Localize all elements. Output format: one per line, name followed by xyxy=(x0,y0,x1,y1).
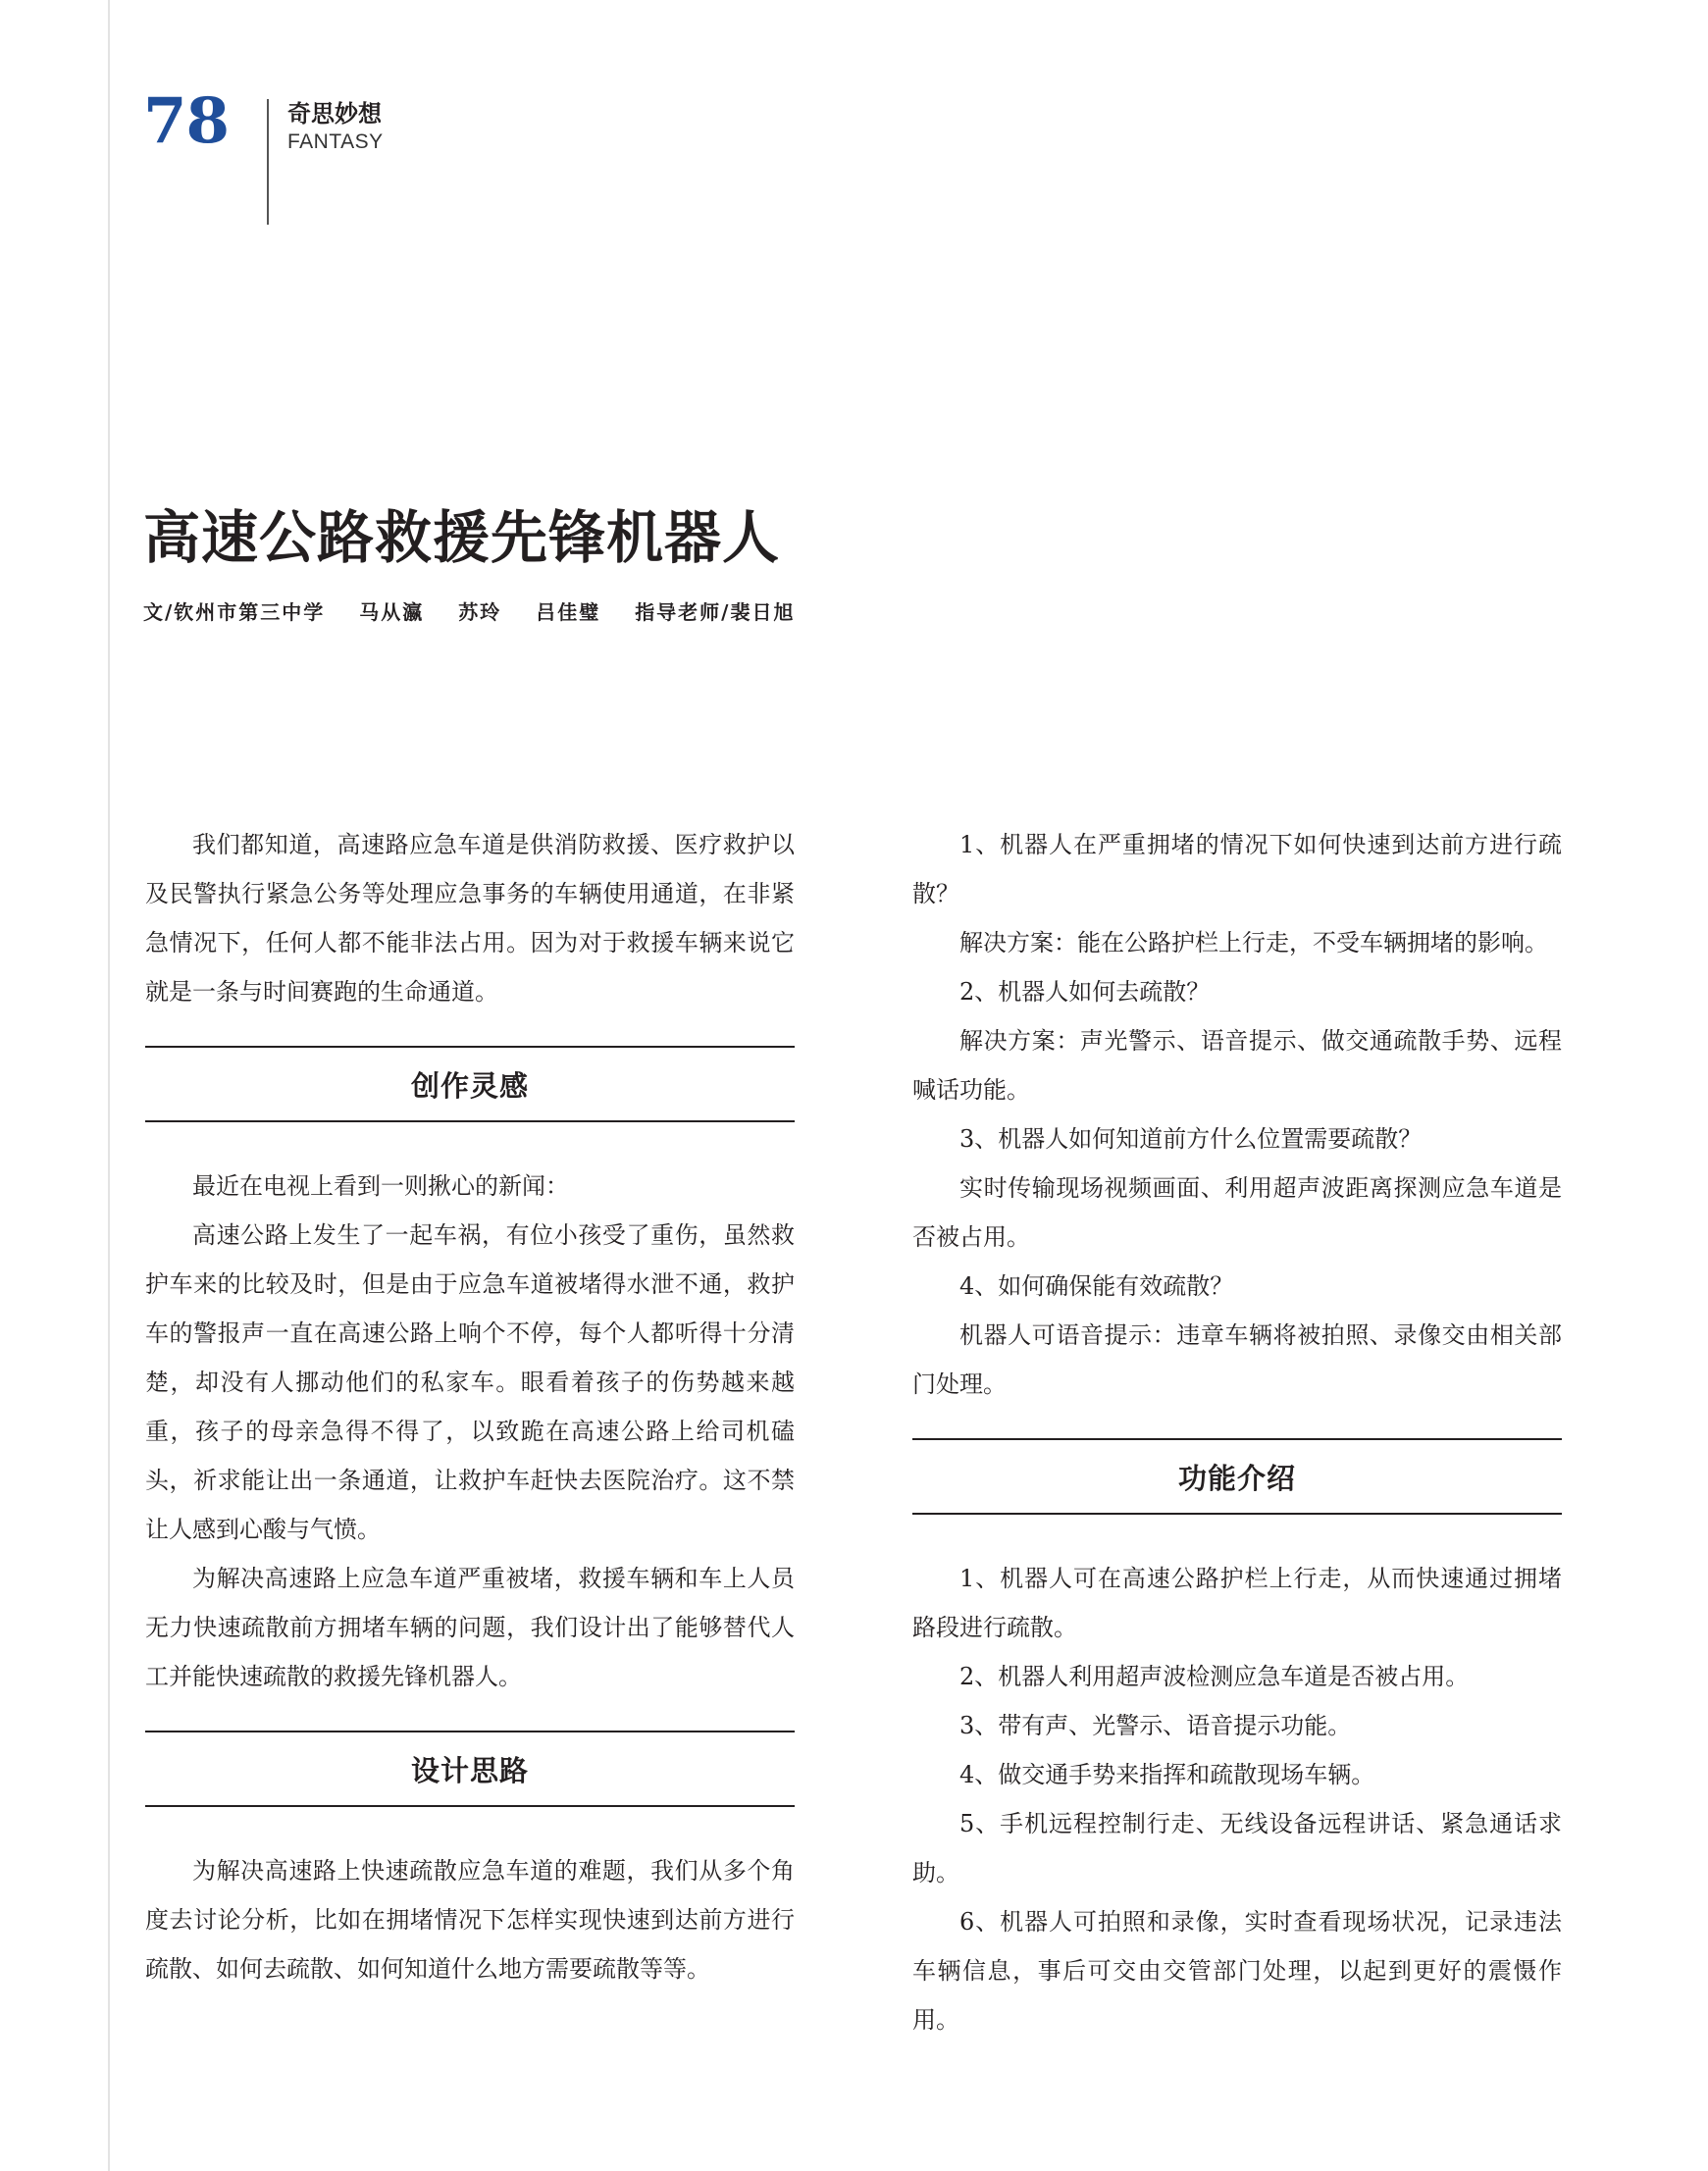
qa-answer-3: 实时传输现场视频画面、利用超声波距离探测应急车道是否被占用。 xyxy=(912,1174,1562,1251)
page-margin-rule xyxy=(108,0,110,2171)
inspiration-paragraph-2: 高速公路上发生了一起车祸，有位小孩受了重伤，虽然救护车来的比较及时，但是由于应急车道被堵得水泄不通，救护车的警报声一直在高速公路上响个不停，每个人都听得十分清楚，却没有人挪动他们的私家车。眼看着孩子的伤势越来越重，孩子的母亲急得不得了，以致跪在高速公路上给司机磕头，祈求能让出一条通道，让救护车赶快去医院治疗。这不禁让人感到心酸与气愤。 xyxy=(145,1221,795,1543)
section-label-en: FANTASY xyxy=(287,130,384,153)
inspiration-paragraph-1: 最近在电视上看到一则揪心的新闻： xyxy=(192,1172,569,1200)
features-heading: 功能介绍 xyxy=(912,1438,1562,1515)
byline-author-2: 苏玲 xyxy=(458,600,502,624)
qa-answer-2: 解决方案：声光警示、语音提示、做交通疏散手势、远程喊话功能。 xyxy=(912,1027,1562,1104)
feature-item-6: 6、机器人可拍照和录像，实时查看现场状况，记录违法车辆信息，事后可交由交管部门处理，以起到更好的震慑作用。 xyxy=(912,1908,1562,2034)
qa-answer-4: 机器人可语音提示：违章车辆将被拍照、录像交由相关部门处理。 xyxy=(912,1321,1562,1398)
design-heading: 设计思路 xyxy=(145,1731,795,1807)
inspiration-heading: 创作灵感 xyxy=(145,1046,795,1122)
inspiration-paragraph-3: 为解决高速路上应急车道严重被堵，救援车辆和车上人员无力快速疏散前方拥堵车辆的问题，我们设计出了能够替代人工并能快速疏散的救援先锋机器人。 xyxy=(145,1565,795,1690)
feature-item-2: 2、机器人利用超声波检测应急车道是否被占用。 xyxy=(959,1663,1470,1690)
qa-question-2: 2、机器人如何去疏散？ xyxy=(959,978,1211,1006)
qa-question-1: 1、机器人在严重拥堵的情况下如何快速到达前方进行疏散？ xyxy=(912,831,1562,907)
section-label-cn: 奇思妙想 xyxy=(287,100,382,128)
article-title: 高速公路救援先锋机器人 xyxy=(143,504,781,571)
feature-item-3: 3、带有声、光警示、语音提示功能。 xyxy=(959,1712,1352,1739)
page-number: 78 xyxy=(143,84,230,158)
feature-item-1: 1、机器人可在高速公路护栏上行走，从而快速通过拥堵路段进行疏散。 xyxy=(912,1565,1562,1641)
byline-advisor: 指导老师/裴日旭 xyxy=(635,600,796,624)
right-column xyxy=(912,820,1562,2044)
byline xyxy=(143,600,821,624)
header-divider xyxy=(267,99,269,225)
design-paragraph: 为解决高速路上快速疏散应急车道的难题，我们从多个角度去讨论分析，比如在拥堵情况下怎样实现快速到达前方进行疏散、如何去疏散、如何知道什么地方需要疏散等等。 xyxy=(145,1857,795,1983)
qa-answer-1: 解决方案：能在公路护栏上行走，不受车辆拥堵的影响。 xyxy=(959,929,1548,956)
feature-item-5: 5、手机远程控制行走、无线设备远程讲话、紧急通话求助。 xyxy=(912,1810,1562,1887)
byline-author-1: 马从瀛 xyxy=(359,600,425,624)
left-column xyxy=(145,820,795,1993)
intro-paragraph: 我们都知道，高速路应急车道是供消防救援、医疗救护以及民警执行紧急公务等处理应急事务的车辆使用通道，在非紧急情况下，任何人都不能非法占用。因为对于救援车辆来说它就是一条与时间赛跑的生命通道。 xyxy=(145,831,795,1006)
byline-school: 文/钦州市第三中学 xyxy=(143,600,326,624)
feature-item-4: 4、做交通手势来指挥和疏散现场车辆。 xyxy=(959,1761,1375,1788)
qa-question-3: 3、机器人如何知道前方什么位置需要疏散？ xyxy=(959,1125,1423,1153)
byline-author-3: 吕佳璧 xyxy=(536,600,601,624)
qa-question-4: 4、如何确保能有效疏散？ xyxy=(959,1272,1234,1300)
